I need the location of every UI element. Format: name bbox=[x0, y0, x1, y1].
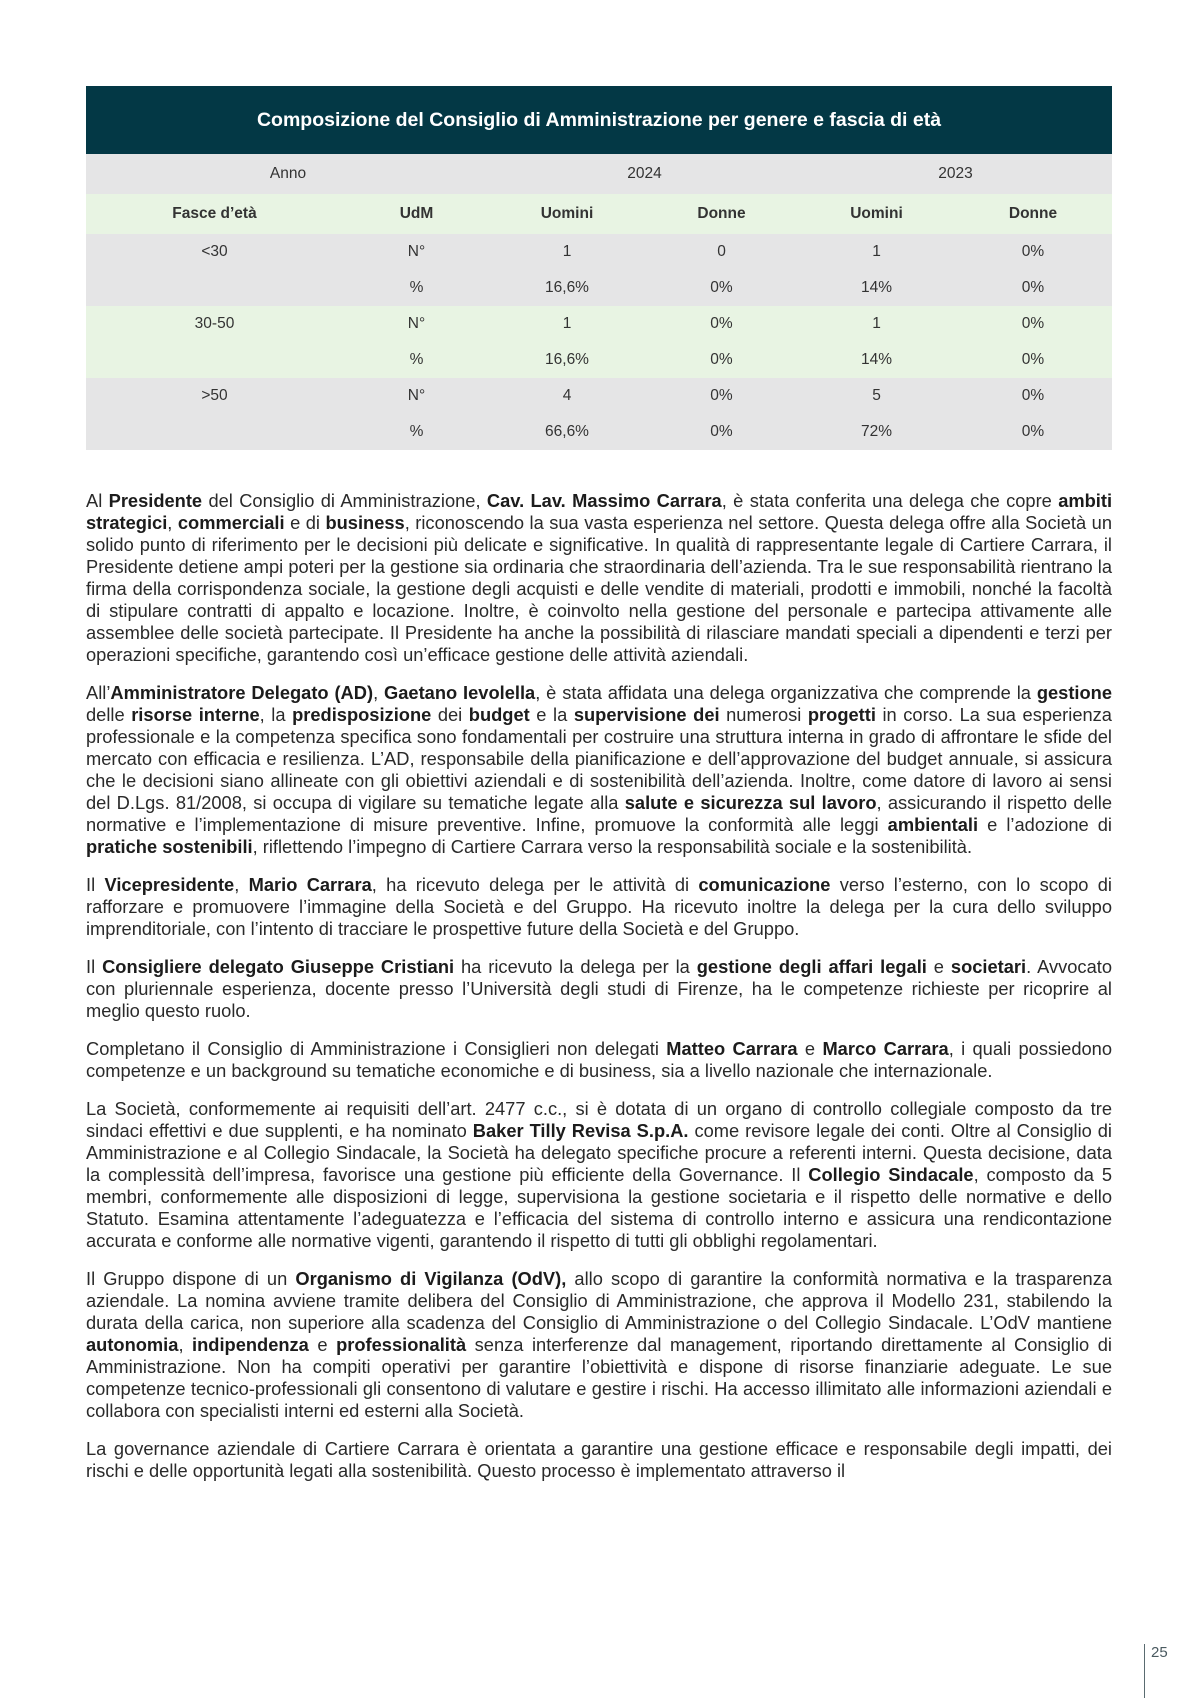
text-run: e bbox=[926, 956, 951, 977]
header-age-band: Fasce d’età bbox=[86, 194, 343, 234]
page-number: 25 bbox=[1144, 1644, 1168, 1698]
header-unit: UdM bbox=[343, 194, 490, 234]
table-cell: N° bbox=[343, 378, 490, 414]
bold-text: ambientali bbox=[887, 814, 979, 835]
text-run: , è stata affidata una delega organizzativa che comprende la bbox=[535, 682, 1037, 703]
table-cell: % bbox=[343, 414, 490, 450]
header-row bbox=[86, 194, 1112, 234]
table-cell: 14% bbox=[799, 270, 954, 306]
text-run: numerosi bbox=[719, 704, 808, 725]
table-cell: 0% bbox=[644, 378, 799, 414]
table-row bbox=[86, 342, 1112, 378]
text-run: come revisore legale dei conti. Oltre al Consiglio di Amministrazione e al Collegio Sindacale, la Società ha delegato specifiche procure a referenti interni. Questa decisione, data la complessità dell’impresa, favorisce una gestione più efficiente della Governance. Il bbox=[86, 1120, 1112, 1185]
table-cell: 0% bbox=[954, 270, 1112, 306]
text-run: dei bbox=[431, 704, 469, 725]
table-cell: 0% bbox=[644, 270, 799, 306]
body-paragraph bbox=[86, 682, 1112, 858]
table-cell bbox=[86, 414, 343, 450]
bold-text: pratiche sostenibili bbox=[86, 836, 253, 857]
table-cell: >50 bbox=[86, 378, 343, 414]
bold-text: Consigliere delegato Giuseppe Cristiani bbox=[102, 956, 455, 977]
text-run: Al bbox=[86, 490, 109, 511]
text-run: , composto da 5 membri, conformemente alle disposizioni di legge, supervisiona la gestione societaria e il rispetto delle normative e dello Statuto. Esamina attentamente l’adeguatezza e l’efficacia del sistema di controllo interno e assicura una rendicontazione accurata e conforme alle normative vigenti, garantendo il rispetto di tutti gli obblighi regolamentari. bbox=[86, 1164, 1112, 1251]
table-cell: N° bbox=[343, 306, 490, 342]
board-composition-table bbox=[86, 86, 1112, 450]
table-row bbox=[86, 414, 1112, 450]
table-cell: 0% bbox=[644, 342, 799, 378]
composition-table-container bbox=[86, 86, 1112, 450]
bold-text: supervisione dei bbox=[573, 704, 720, 725]
text-run: , bbox=[234, 874, 249, 895]
body-paragraph bbox=[86, 1438, 1112, 1482]
text-run: e la bbox=[529, 704, 574, 725]
bold-text: autonomia bbox=[86, 1334, 179, 1355]
bold-text: Organismo di Vigilanza (OdV), bbox=[295, 1268, 567, 1289]
text-run: , è stata conferita una delega che copre bbox=[721, 490, 1059, 511]
table-row bbox=[86, 270, 1112, 306]
bold-text: professionalità bbox=[336, 1334, 467, 1355]
bold-text: Gaetano Ievolella bbox=[384, 682, 536, 703]
bold-text: ambiti strategici bbox=[86, 490, 1113, 533]
bold-text: Vicepresidente bbox=[104, 874, 235, 895]
text-run: , la bbox=[259, 704, 293, 725]
bold-text: gestione bbox=[1036, 682, 1112, 703]
body-text bbox=[86, 490, 1112, 1498]
text-run: , i quali possiedono competenze e un background su tematiche economiche e di business, sia a livello nazionale che internazionale. bbox=[86, 1038, 1112, 1081]
table-cell bbox=[86, 270, 343, 306]
text-run: Completano il Consiglio di Amministrazione i Consiglieri non delegati bbox=[86, 1038, 667, 1059]
table-cell: 0% bbox=[954, 342, 1112, 378]
text-run: . Avvocato con pluriennale esperienza, docente presso l’Università degli studi di Firenze, ha le competenze richieste per ricoprire al meglio questo ruolo. bbox=[86, 956, 1112, 1021]
header-men-2024: Uomini bbox=[490, 194, 644, 234]
bold-text: indipendenza bbox=[192, 1334, 309, 1355]
table-row bbox=[86, 306, 1112, 342]
table-cell: 16,6% bbox=[490, 342, 644, 378]
table-cell: 1 bbox=[799, 234, 954, 270]
bold-text: Collegio Sindacale bbox=[808, 1164, 974, 1185]
text-run: e bbox=[308, 1334, 337, 1355]
table-cell: 1 bbox=[490, 306, 644, 342]
table-cell: 72% bbox=[799, 414, 954, 450]
bold-text: business bbox=[325, 512, 405, 533]
bold-text: commerciali bbox=[177, 512, 285, 533]
header-men-2023: Uomini bbox=[799, 194, 954, 234]
text-run: , riconoscendo la sua vasta esperienza nel settore. Questa delega offre alla Società un solido punto di riferimento per le decisioni più delicate e significative. In qualità di rappresentante legale di Cartiere Carrara, il Presidente detiene ampi poteri per la gestione sia ordinaria che straordinaria dell’azienda. Tra le sue responsabilità rientrano la firma della corrispondenza sociale, la gestione degli acquisti e delle vendite di materiali, prodotti e immobili, nonché la facoltà di stipulare contratti di appalto e locazione. Inoltre, è coinvolto nella gestione del personale e partecipa attivamente alle assemblee delle società partecipate. Il Presidente ha anche la possibilità di rilasciare mandati speciali a dipendenti e terzi per operazioni specifiche, garantendo così un’efficace gestione delle attività aziendali. bbox=[86, 512, 1112, 665]
text-run: La governance aziendale di Cartiere Carrara è orientata a garantire una gestione efficace e responsabile degli impatti, dei rischi e delle opportunità legati alla sostenibilità. Questo processo è implementato attraverso il bbox=[86, 1438, 1112, 1481]
table-row bbox=[86, 378, 1112, 414]
text-run: , bbox=[167, 512, 178, 533]
text-run: delle bbox=[86, 704, 132, 725]
table-cell: 1 bbox=[490, 234, 644, 270]
table-cell: 0% bbox=[644, 306, 799, 342]
text-run: senza interferenze dal management, riportando direttamente al Consiglio di Amministrazione. Non ha compiti operativi per garantire l’obiettività e dispone di risorse finanziarie adeguate. Le sue competenze tecnico-professionali gli consentono di valutare e gestire i rischi. Ha accesso illimitato alle informazioni aziendali e collabora con specialisti interni ed esterni alla Società. bbox=[86, 1334, 1112, 1421]
table-cell: 4 bbox=[490, 378, 644, 414]
bold-text: risorse interne bbox=[131, 704, 260, 725]
bold-text: Amministratore Delegato (AD) bbox=[110, 682, 374, 703]
table-cell: 5 bbox=[799, 378, 954, 414]
bold-text: gestione degli affari legali bbox=[696, 956, 927, 977]
table-cell: 66,6% bbox=[490, 414, 644, 450]
bold-text: Presidente bbox=[108, 490, 203, 511]
table-cell: <30 bbox=[86, 234, 343, 270]
text-run: in corso. La sua esperienza professionale e la competenza specifica sono fondamentali per costruire una struttura interna in grado di affrontare le sfide del mercato con efficacia e resilienza. L’AD, responsabile della pianificazione e dell’approvazione del budget annuale, si assicura che le decisioni siano allineate con gli obiettivi aziendali e di sostenibilità dell’azienda. Inoltre, come datore di lavoro ai sensi del D.Lgs. 81/2008, si occupa di vigilare su tematiche legate alla bbox=[86, 704, 1112, 813]
bold-text: budget bbox=[468, 704, 530, 725]
table-cell: 0% bbox=[954, 306, 1112, 342]
table-cell: % bbox=[343, 342, 490, 378]
text-run: , ha ricevuto delega per le attività di bbox=[371, 874, 699, 895]
bold-text: societari bbox=[950, 956, 1027, 977]
bold-text: Marco Carrara bbox=[822, 1038, 949, 1059]
text-run: Il bbox=[86, 874, 105, 895]
text-run: allo scopo di garantire la conformità normativa e la trasparenza aziendale. La nomina avviene tramite delibera del Consiglio di Amministrazione, che approva il Modello 231, stabilendo la durata della carica, non superiore alla scadenza del Consiglio di Amministrazione o del Collegio Sindacale. L’OdV mantiene bbox=[86, 1268, 1112, 1333]
body-paragraph bbox=[86, 1268, 1112, 1422]
year-row bbox=[86, 154, 1112, 194]
text-run: La Società, conformemente ai requisiti dell’art. 2477 c.c., si è dotata di un organo di controllo collegiale composto da tre sindaci effettivi e due supplenti, e ha nominato bbox=[86, 1098, 1112, 1141]
text-run: e l’adozione di bbox=[978, 814, 1112, 835]
table-cell: 30-50 bbox=[86, 306, 343, 342]
text-run: , bbox=[178, 1334, 193, 1355]
text-run: , bbox=[373, 682, 385, 703]
bold-text: Matteo Carrara bbox=[666, 1038, 798, 1059]
text-run: del Consiglio di Amministrazione, bbox=[202, 490, 487, 511]
text-run: All’ bbox=[86, 682, 111, 703]
bold-text: Mario Carrara bbox=[248, 874, 372, 895]
table-row bbox=[86, 234, 1112, 270]
year-label: Anno bbox=[86, 154, 490, 194]
table-cell: N° bbox=[343, 234, 490, 270]
text-run: verso l’esterno, con lo scopo di rafforzare e promuovere l’immagine della Società e del Gruppo. Ha ricevuto inoltre la delega per la cura dello sviluppo imprenditoriale, con l’intento di tracciare le prospettive future della Società e del Gruppo. bbox=[86, 874, 1112, 939]
text-run: e bbox=[797, 1038, 823, 1059]
body-paragraph bbox=[86, 490, 1112, 666]
year-2023: 2023 bbox=[799, 154, 1112, 194]
table-cell: 1 bbox=[799, 306, 954, 342]
header-women-2023: Donne bbox=[954, 194, 1112, 234]
bold-text: predisposizione bbox=[292, 704, 432, 725]
text-run: e di bbox=[284, 512, 326, 533]
text-run: Il Gruppo dispone di un bbox=[86, 1268, 296, 1289]
body-paragraph bbox=[86, 874, 1112, 940]
table-cell: 0% bbox=[644, 414, 799, 450]
bold-text: salute e sicurezza sul lavoro bbox=[624, 792, 877, 813]
body-paragraph bbox=[86, 956, 1112, 1022]
text-run: ha ricevuto la delega per la bbox=[454, 956, 697, 977]
bold-text: progetti bbox=[807, 704, 876, 725]
text-run: Il bbox=[86, 956, 103, 977]
bold-text: comunicazione bbox=[698, 874, 831, 895]
text-run: , riflettendo l’impegno di Cartiere Carrara verso la responsabilità sociale e la sostenibilità. bbox=[252, 836, 973, 857]
table-cell: 16,6% bbox=[490, 270, 644, 306]
table-title: Composizione del Consiglio di Amministrazione per genere e fascia di età bbox=[86, 86, 1112, 154]
table-cell bbox=[86, 342, 343, 378]
table-cell: 0% bbox=[954, 234, 1112, 270]
body-paragraph bbox=[86, 1038, 1112, 1082]
text-run: , assicurando il rispetto delle normative e l’implementazione di misure preventive. Infine, promuove la conformità alle leggi bbox=[86, 792, 1113, 835]
table-cell: 0 bbox=[644, 234, 799, 270]
bold-text: Cav. Lav. Massimo Carrara bbox=[486, 490, 722, 511]
table-cell: % bbox=[343, 270, 490, 306]
header-women-2024: Donne bbox=[644, 194, 799, 234]
year-2024: 2024 bbox=[490, 154, 799, 194]
table-cell: 0% bbox=[954, 414, 1112, 450]
body-paragraph bbox=[86, 1098, 1112, 1252]
bold-text: Baker Tilly Revisa S.p.A. bbox=[472, 1120, 689, 1141]
table-cell: 0% bbox=[954, 378, 1112, 414]
table-cell: 14% bbox=[799, 342, 954, 378]
